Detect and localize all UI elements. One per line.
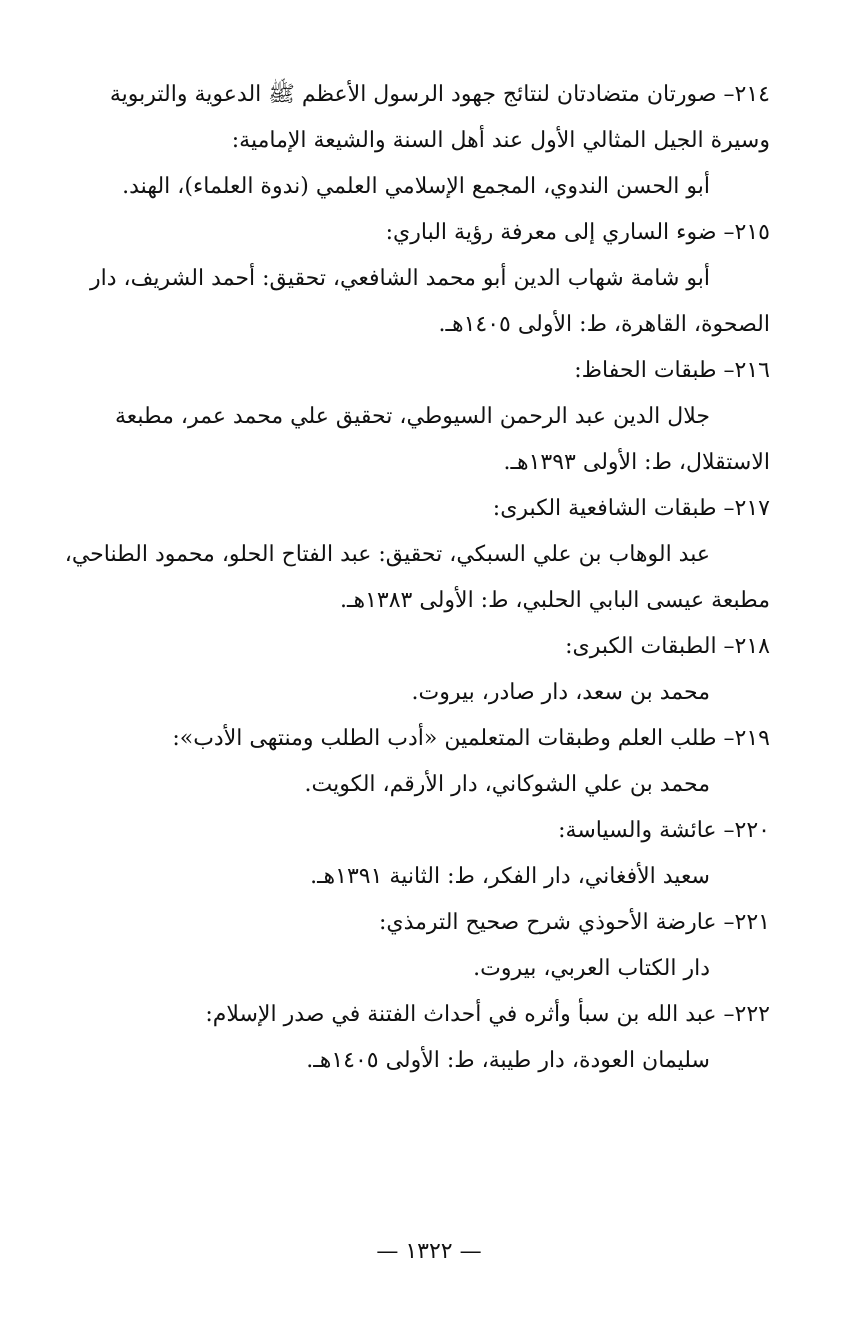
bibliography-entry-214: [74, 72, 770, 210]
bibliography-entry-222: [74, 992, 770, 1084]
bibliography-list: [64, 72, 770, 1084]
entry-title-line: ٢٢٠– عائشة والسياسة:: [558, 818, 770, 843]
entry-detail-line: جلال الدين عبد الرحمن السيوطي، تحقيق علي محمد عمر، مطبعة: [114, 404, 710, 429]
entry-title-line: ٢١٨– الطبقات الكبرى:: [565, 634, 770, 659]
entry-title-line: ٢١٦– طبقات الحفاظ:: [574, 358, 770, 383]
bibliography-entry-221: [74, 900, 770, 992]
entry-detail-line: أبو الحسن الندوي، المجمع الإسلامي العلمي (ندوة العلماء)، الهند.: [122, 174, 710, 199]
bibliography-entry-217: [64, 486, 770, 624]
entry-detail-line: عبد الوهاب بن علي السبكي، تحقيق: عبد الفتاح الحلو، محمود الطناحي،: [64, 542, 710, 567]
page-number: — ١٣٢٢ —: [376, 1239, 482, 1264]
entry-detail-line: الصحوة، القاهرة، ط: الأولى ١٤٠٥هـ.: [438, 312, 770, 337]
bibliography-entry-215: [74, 210, 770, 348]
bibliography-entry-218: [74, 624, 770, 716]
entry-detail-line: دار الكتاب العربي، بيروت.: [473, 956, 710, 981]
entry-title-line: ٢٢٢– عبد الله بن سبأ وأثره في أحداث الفتنة في صدر الإسلام:: [205, 1002, 770, 1027]
entry-title-line: ٢١٩– طلب العلم وطبقات المتعلمين «أدب الطلب ومنتهى الأدب»:: [172, 726, 770, 751]
entry-detail-line: أبو شامة شهاب الدين أبو محمد الشافعي، تحقيق: أحمد الشريف، دار: [90, 266, 710, 291]
entry-detail-line: مطبعة عيسى البابي الحلبي، ط: الأولى ١٣٨٣هـ.: [340, 588, 770, 613]
entry-title-line: وسيرة الجيل المثالي الأول عند أهل السنة والشيعة الإمامية:: [231, 128, 770, 153]
bibliography-entry-220: [74, 808, 770, 900]
entry-title-line: ٢١٥– ضوء الساري إلى معرفة رؤية الباري:: [385, 220, 770, 245]
entry-title-line: ٢١٤– صورتان متضادتان لنتائج جهود الرسول الأعظم ﷺ الدعوية والتربوية: [109, 82, 770, 107]
entry-title-line: ٢١٧– طبقات الشافعية الكبرى:: [492, 496, 770, 521]
entry-detail-line: سعيد الأفغاني، دار الفكر، ط: الثانية ١٣٩١هـ.: [310, 864, 710, 889]
entry-detail-line: سليمان العودة، دار طيبة، ط: الأولى ١٤٠٥هـ.: [306, 1048, 710, 1073]
entry-detail-line: محمد بن علي الشوكاني، دار الأرقم، الكويت.: [304, 772, 710, 797]
bibliography-entry-216: [74, 348, 770, 486]
entry-detail-line: الاستقلال، ط: الأولى ١٣٩٣هـ.: [503, 450, 770, 475]
bibliography-entry-219: [74, 716, 770, 808]
entry-title-line: ٢٢١– عارضة الأحوذي شرح صحيح الترمذي:: [378, 910, 770, 935]
entry-detail-line: محمد بن سعد، دار صادر، بيروت.: [411, 680, 710, 705]
